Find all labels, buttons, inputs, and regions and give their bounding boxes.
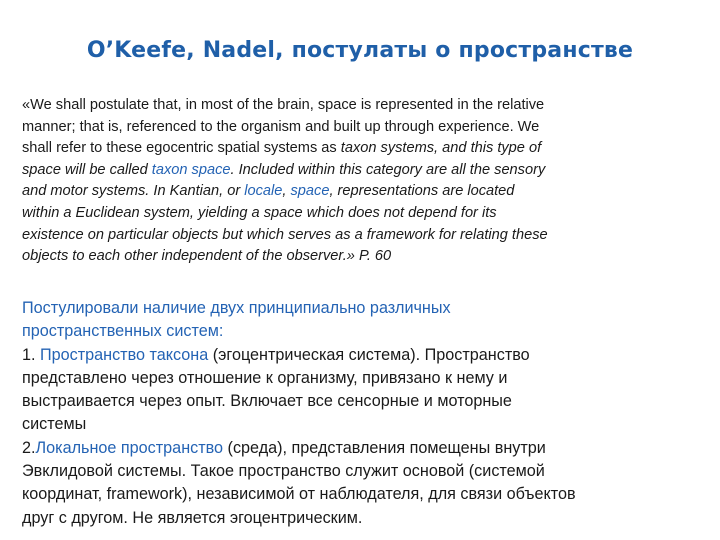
space-term: space [290,183,330,200]
quote-text-italic: objects to each other independent of the observer.» P. 60 [22,248,392,265]
slide-title: O’Keefe, Nadel, постулаты о пространстве [86,38,634,63]
quote-text-italic: , [282,183,291,200]
taxon-space-term: taxon space [151,161,231,178]
summary-line-2: пространственных систем: [22,322,224,341]
quote-line-5 [22,181,702,203]
summary-line-1: Постулировали наличие двух принципиально различных [22,299,451,317]
locale-term: locale [244,183,283,200]
summary-line-8: Эвклидовой системы. Такое пространство служит основой (системой [22,462,545,481]
quote-text-italic: space will be called [22,161,152,178]
summary-line-4: представлено через отношение к организму, привязано к нему и [22,368,508,387]
summary-text: (среда), представления помещены внутри [223,438,546,457]
quote-line-8 [22,246,702,268]
quote-text-italic: and motor systems. In Kantian, or [22,183,245,200]
taxon-space-term-ru: Пространство таксона [40,345,209,364]
quote-text-italic: existence on particular objects but which serves as a framework for relating these [22,226,548,243]
summary-text: (эгоцентрическая система). Пространство [208,345,530,364]
quote-text-italic: within a Euclidean system, yielding a space which does not depend for its [22,204,497,221]
summary-line-9: координат, framework), независимой от наблюдателя, для связи объектов [22,485,576,504]
quote-line-7 [22,225,702,247]
summary-line-6: системы [22,415,87,434]
summary-line-7 [22,437,717,460]
summary-block [22,297,717,530]
quote-text-italic: . Included within this category are all the sensory [230,161,546,178]
quote-line-4 [22,160,702,182]
quote-line-3 [22,138,702,160]
quote-text: shall refer to these egocentric spatial systems as [22,140,341,157]
quote-line-6 [22,203,702,225]
quote-text-italic: , representations are located [329,183,515,200]
quote-block [22,95,702,268]
taxon-systems-term: taxon systems, and this type of [340,140,542,157]
local-space-term-ru: Локальное пространство [35,438,224,457]
summary-line-5: выстраивается через опыт. Включает все сенсорные и моторные [22,392,512,411]
list-number: 1. [22,345,40,364]
summary-line-3 [22,344,717,367]
quote-line-2: manner; that is, referenced to the organism and built up through experience. We [22,118,540,135]
list-number: 2. [22,438,36,457]
summary-line-10: друг с другом. Не является эгоцентрическим. [22,508,363,527]
quote-line-1: «We shall postulate that, in most of the brain, space is represented in the relative [22,97,545,113]
